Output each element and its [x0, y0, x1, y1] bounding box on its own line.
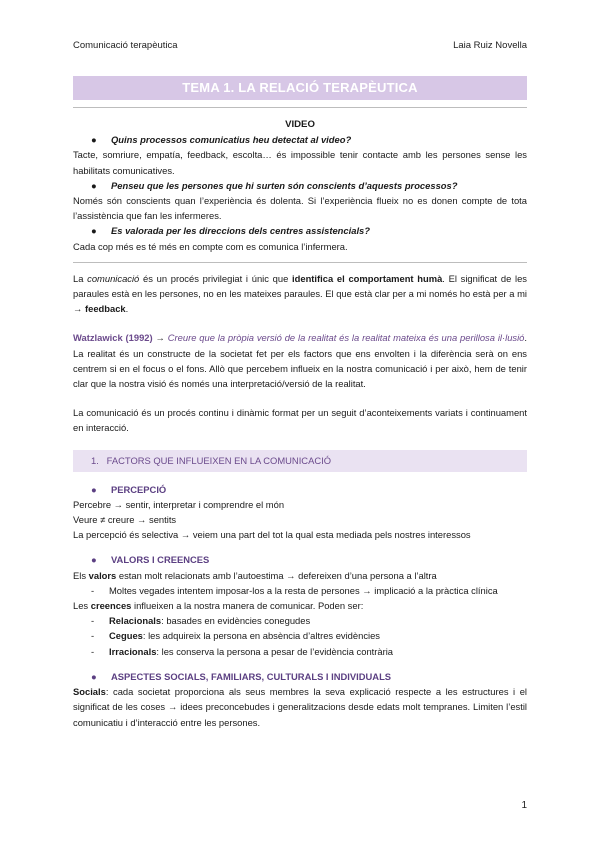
- page-content: [73, 117, 527, 730]
- intro-paragraph-communication: La comunicació és un procés privilegiat i únic que identifica el comportament humà. El significat de les paraules està en les persones, no en les mateixes paraules. El que està clar per a mi només ho està per a mi → feedback.: [73, 272, 527, 315]
- header-author: Laia Ruiz Novella: [453, 40, 527, 51]
- creences-item-cegues: - Cegues: les adquireix la persona en absència d’altres evidències: [91, 630, 380, 642]
- bullet-icon: ●: [91, 670, 97, 682]
- percepcio-line-3: La percepció és selectiva → veiem una part del tot la qual esta mediada pels nostres interessos: [73, 529, 471, 541]
- creences-item-relacionals: - Relacionals: basades en evidències conegudes: [91, 615, 311, 627]
- subheading-aspectes: ● ASPECTES SOCIALS, FAMILIARS, CULTURALS I INDIVIDUALS: [73, 669, 527, 684]
- aspectes-socials-paragraph: Socials: cada societat proporciona als seus membres la seva explicació respecte a les estructures i el significat de les coses → idees preconcebudes i generalitzacions desde edats molt tempranes. Limiten l’estil comunicatiu i d’interacció entre les persones.: [73, 686, 527, 728]
- percepcio-line-2: Veure ≠ creure → sentits: [73, 514, 177, 526]
- bullet-icon: ●: [91, 134, 97, 146]
- video-heading: VIDEO: [285, 119, 315, 130]
- video-question-2: ● Penseu que les persones que hi surten són conscients d’aquests processos?: [73, 178, 527, 193]
- creences-item-irracionals: - Irracionals: les conserva la persona a pesar de l’evidència contrària: [91, 645, 394, 657]
- intro-paragraph-watzlawick: Watzlawick (1992) → Creure que la pròpia versió de la realitat és la realitat mateixa és una perillosa il·lusió. La realitat és un constructe de la societat fet per els factors que ens envolten i la diferència serà on ens centrem si en el focus o el fons. Allò que percebem influeix en la nostra comunicació i per això, hem de tenir clar que la nostra visió és només una interpretació/versió de la realitat.: [73, 332, 527, 390]
- subheading-percepcio: ● PERCEPCIÓ: [73, 482, 527, 497]
- chapter-title-banner: TEMA 1. LA RELACIÓ TERAPÈUTICA: [73, 76, 527, 100]
- video-answer-1: Tacte, somriure, empatía, feedback, escolta… és impossible tenir contacte amb les persones sense les habilitats comunicatives.: [73, 149, 527, 176]
- bullet-icon: ●: [91, 483, 97, 495]
- divider-top: [73, 107, 527, 108]
- bullet-icon: ●: [91, 225, 97, 237]
- video-answer-2: Només són conscients quan l’experiència és dolenta. Si l’experiència flueix no es donen compte de tota l’assistència que fan les infermeres.: [73, 195, 527, 222]
- header-course-title: Comunicació terapèutica: [73, 40, 178, 51]
- valors-line-2: Les creences influeixen a la nostra manera de comunicar. Poden ser:: [73, 600, 364, 612]
- valors-line-1: Els valors estan molt relacionats amb l’autoestima → defereixen d’una persona a l’altra: [73, 569, 437, 581]
- video-question-3: ● Es valorada per les direccions dels centres assistencials?: [73, 223, 527, 238]
- video-question-1: ● Quins processos comunicatius heu detectat al video?: [73, 132, 527, 147]
- bullet-icon: ●: [91, 554, 97, 566]
- video-answer-3: Cada cop més es té més en compte com es comunica l’infermera.: [73, 240, 348, 252]
- page-number: 1: [521, 800, 527, 811]
- percepcio-line-1: Percebre → sentir, interpretar i comprendre el món: [73, 498, 285, 510]
- bullet-icon: ●: [91, 179, 97, 191]
- section-heading-factors: 1. FACTORS QUE INFLUEIXEN EN LA COMUNICACIÓ: [73, 450, 527, 472]
- valors-dash-item-1: - Moltes vegades intentem imposar-los a la resta de persones → implicació a la pràctica clínica: [91, 584, 498, 596]
- intro-paragraph-process: La comunicació és un procés continu i dinàmic format per un seguit d’aconteixements variats i continuament en interacció.: [73, 407, 527, 434]
- subheading-valors: ● VALORS I CREENCES: [73, 552, 527, 567]
